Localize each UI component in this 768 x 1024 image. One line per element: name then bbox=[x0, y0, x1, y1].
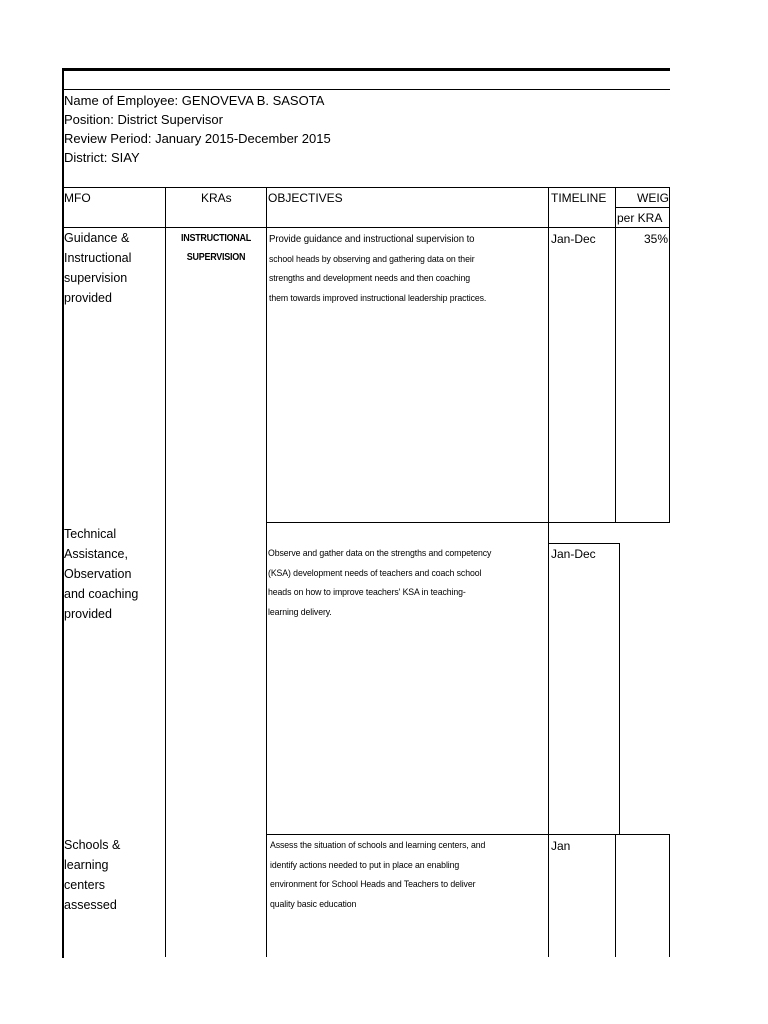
district-label: District: bbox=[64, 150, 108, 165]
row1-mfo-line: provided bbox=[64, 291, 112, 305]
row3-weight-left-border bbox=[615, 834, 616, 957]
row1-mfo-line: Instructional bbox=[64, 251, 132, 265]
title-row-bottom-border bbox=[62, 89, 670, 90]
column-header-top-border bbox=[62, 187, 670, 188]
review-value: January 2015-December 2015 bbox=[155, 131, 331, 146]
row3-top-border bbox=[266, 834, 670, 835]
row3-timeline: Jan bbox=[551, 839, 571, 853]
row1-bottom-border bbox=[266, 522, 670, 523]
row2-mfo-line: provided bbox=[64, 607, 112, 621]
row1-weight: 35% bbox=[643, 232, 668, 246]
row2-objective-line: learning delivery. bbox=[268, 606, 332, 618]
position-value: District Supervisor bbox=[117, 112, 223, 127]
row3-objective-line: Assess the situation of schools and learning centers, and bbox=[270, 840, 486, 851]
weight-left-border bbox=[615, 187, 616, 523]
row3-objective-line: identify actions needed to put in place an enabling bbox=[270, 859, 460, 871]
row3-mfo-line: centers bbox=[64, 878, 105, 892]
position-line bbox=[64, 110, 223, 130]
district-line bbox=[64, 148, 140, 168]
row1-objective-line: Provide guidance and instructional supervision to bbox=[269, 233, 475, 245]
weight-right-border bbox=[669, 187, 670, 523]
employee-name: GENOVEVA B. SASOTA bbox=[181, 93, 325, 108]
row1-objective-line: strengths and development needs and then coaching bbox=[269, 273, 471, 284]
row3-weight-right-border bbox=[669, 834, 670, 957]
position-label: Position: bbox=[64, 112, 114, 127]
column-header-mfo: MFO bbox=[64, 191, 91, 205]
row2-mfo bbox=[64, 524, 160, 624]
row2-mfo-line: and coaching bbox=[64, 587, 139, 601]
row2-mfo-line: Assistance, bbox=[64, 547, 128, 561]
objectives-left-border bbox=[266, 187, 267, 957]
row2-mfo-line: Technical bbox=[64, 527, 117, 541]
row1-kra bbox=[171, 229, 261, 267]
district-value: SIAY bbox=[110, 150, 140, 165]
row2-weight-left-border bbox=[619, 543, 620, 835]
row3-mfo-line: Schools & bbox=[64, 838, 121, 852]
row3-objective-line: quality basic education bbox=[270, 898, 357, 910]
row1-mfo-line: supervision bbox=[64, 271, 128, 285]
column-header-objectives: OBJECTIVES bbox=[268, 191, 343, 205]
per-kra-top-border bbox=[616, 207, 670, 208]
column-header-timeline: TIMELINE bbox=[551, 191, 607, 205]
row3-mfo-line: assessed bbox=[64, 898, 117, 912]
row1-kra-line: SUPERVISION bbox=[186, 252, 246, 263]
row3-objective bbox=[270, 836, 485, 914]
row1-mfo-line: Guidance & bbox=[64, 231, 130, 245]
row2-objective-line: Observe and gather data on the strengths and competency bbox=[268, 548, 492, 559]
row3-mfo-line: learning bbox=[64, 858, 109, 872]
row1-objective bbox=[269, 230, 486, 308]
row1-objective-line: school heads by observing and gathering data on their bbox=[269, 253, 475, 265]
row2-mfo-line: Observation bbox=[64, 567, 132, 581]
employee-name-line bbox=[64, 91, 324, 111]
kras-left-border bbox=[165, 187, 166, 957]
review-period-line bbox=[64, 129, 331, 149]
column-header-kras: KRAs bbox=[201, 191, 232, 205]
row1-timeline: Jan-Dec bbox=[551, 232, 596, 246]
review-label: Review Period: bbox=[64, 131, 152, 146]
column-header-weight: WEIG bbox=[637, 191, 669, 205]
top-border bbox=[62, 68, 670, 71]
row3-objective-line: environment for School Heads and Teachers to deliver bbox=[270, 879, 476, 890]
row2-timeline-border bbox=[548, 543, 620, 544]
row2-objective-line: heads on how to improve teachers' KSA in teaching- bbox=[268, 587, 466, 598]
row1-kra-line: INSTRUCTIONAL bbox=[180, 233, 251, 244]
row3-mfo bbox=[64, 835, 160, 915]
row1-mfo bbox=[64, 228, 160, 308]
employee-label: Name of Employee: bbox=[64, 93, 179, 108]
row2-timeline: Jan-Dec bbox=[551, 547, 596, 561]
row2-objective bbox=[268, 544, 491, 622]
row2-objective-line: (KSA) development needs of teachers and coach school bbox=[268, 567, 482, 579]
row1-objective-line: them towards improved instructional leadership practices. bbox=[269, 292, 487, 304]
column-header-weight-per-kra: per KRA bbox=[617, 211, 663, 225]
timeline-left-border bbox=[548, 187, 549, 957]
